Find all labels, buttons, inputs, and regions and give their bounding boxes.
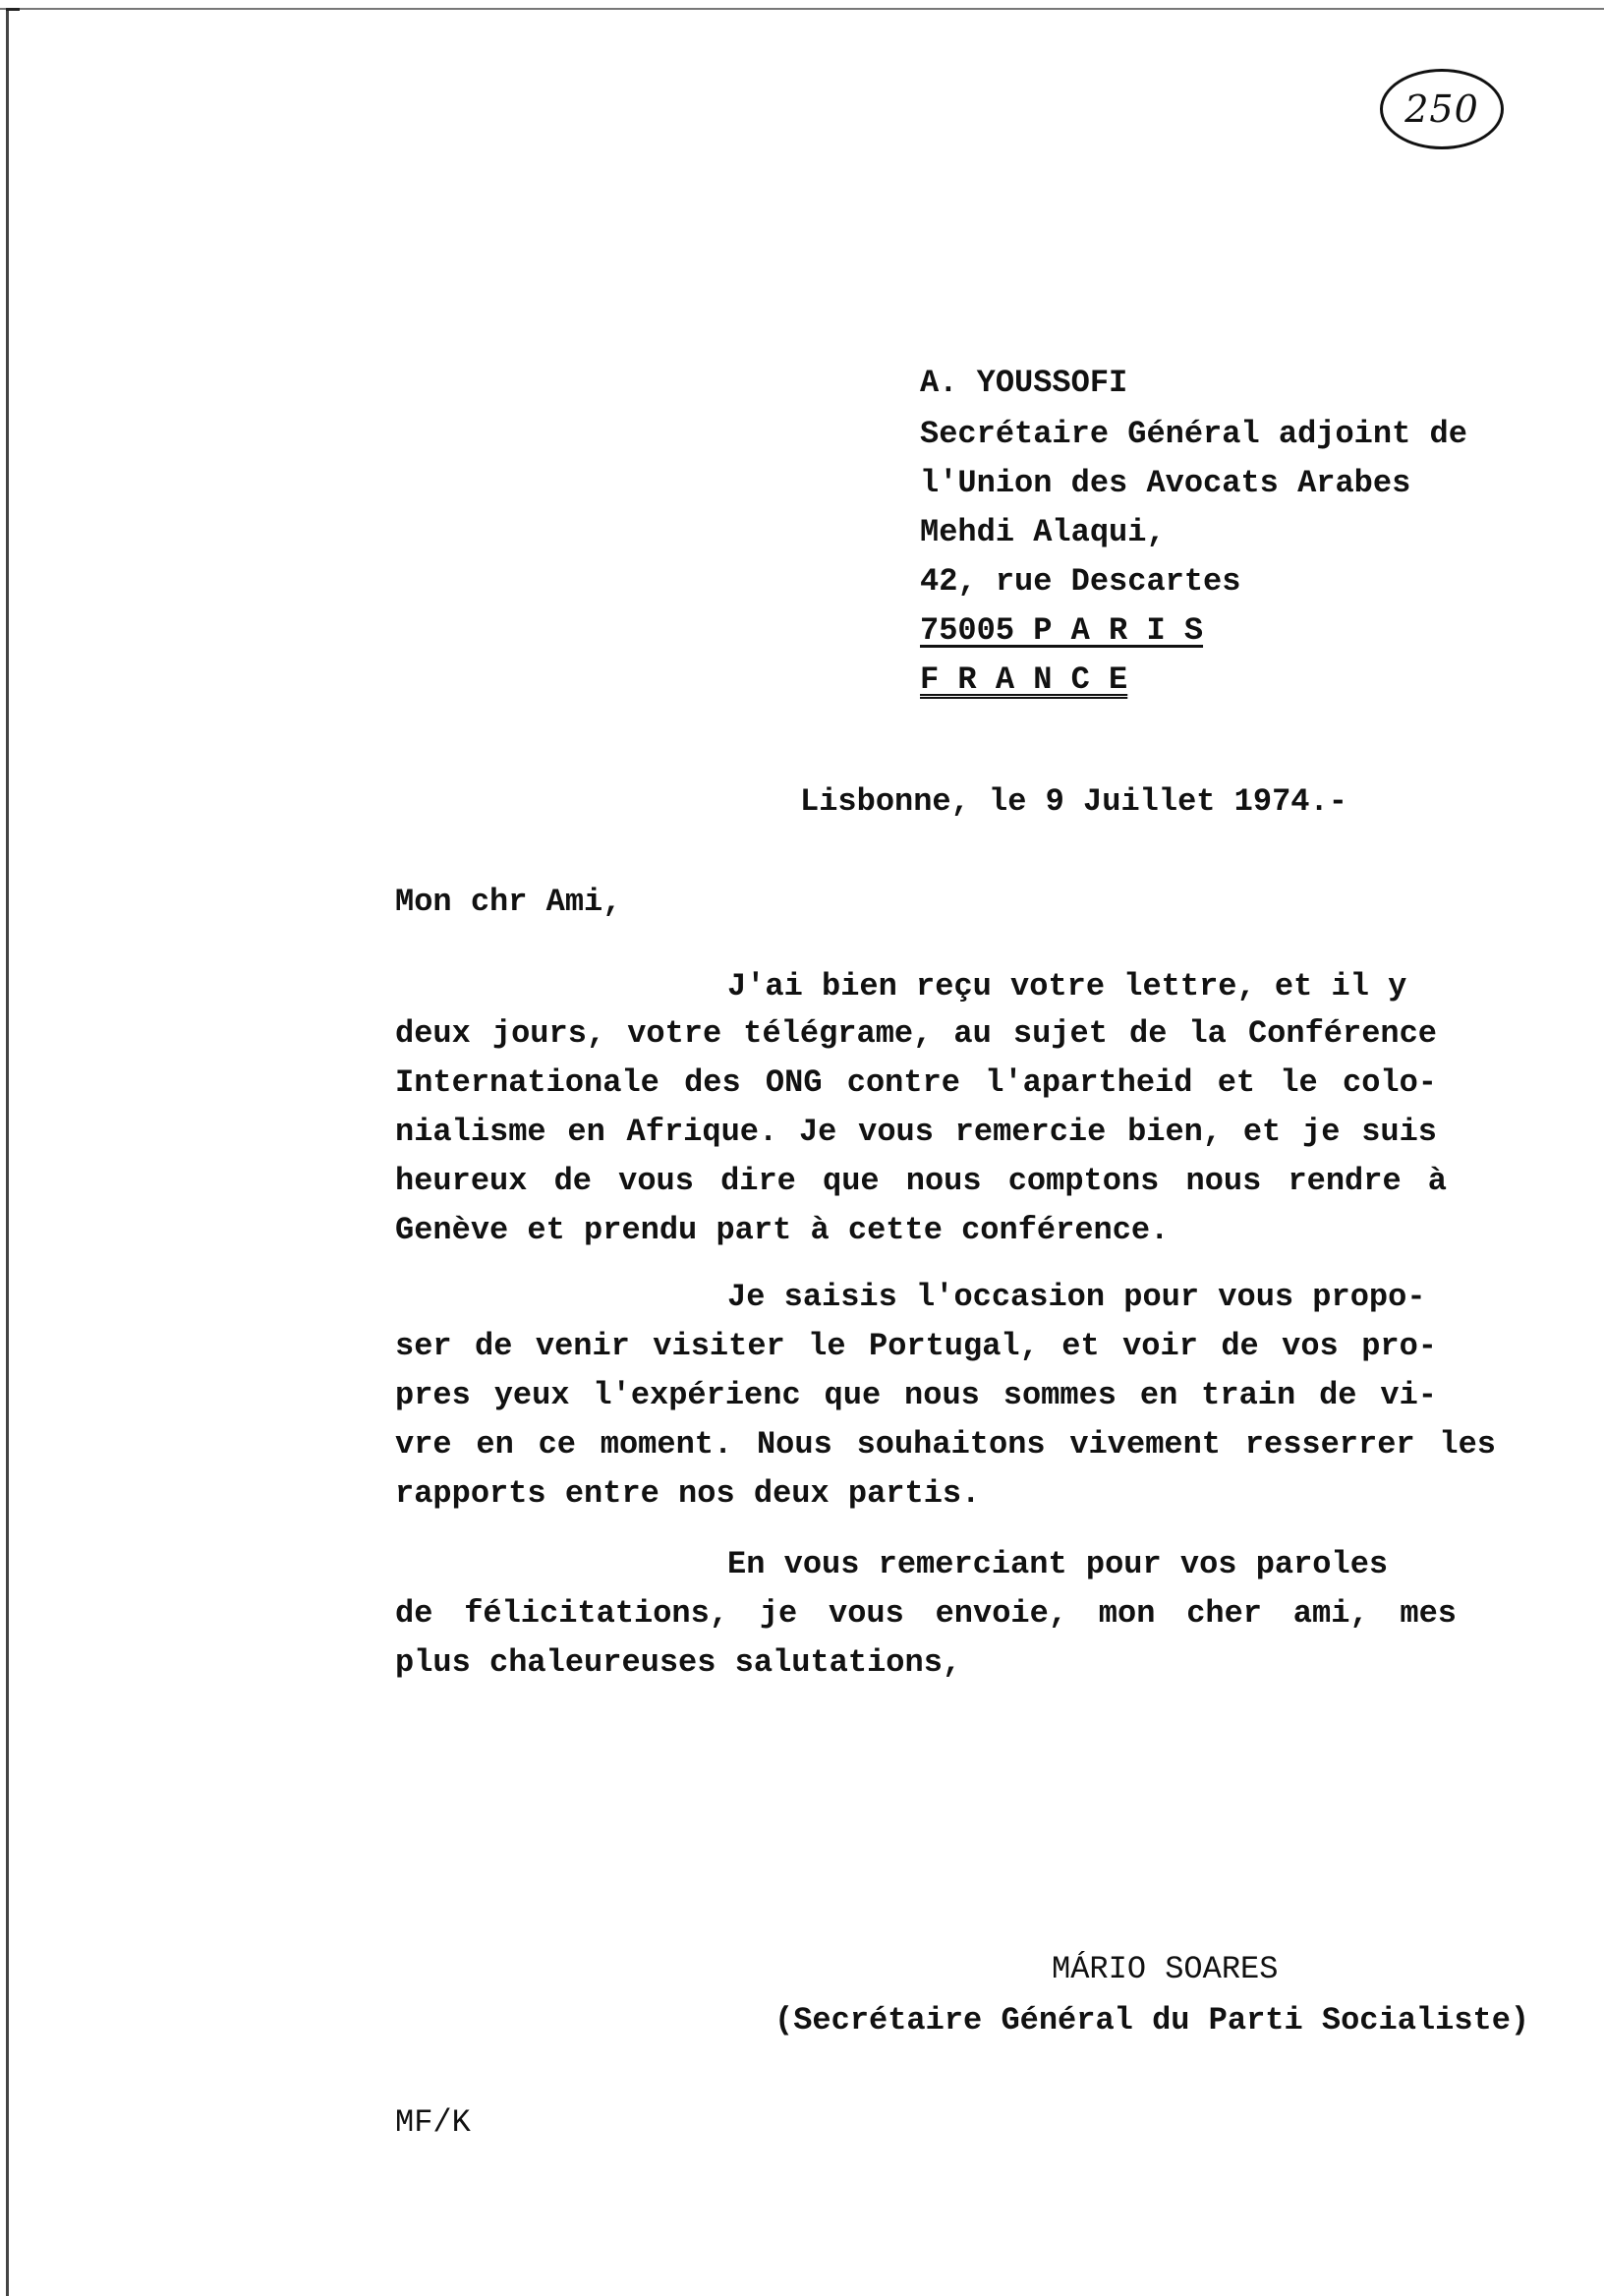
recipient-title-line-2: l'Union des Avocats Arabes xyxy=(920,465,1411,501)
salutation: Mon chr Ami, xyxy=(395,884,622,920)
paragraph-2-line-1: Je saisis l'occasion pour vous propo- xyxy=(727,1279,1426,1315)
scan-left-edge xyxy=(6,8,9,2296)
paragraph-3-line-2: de félicitations, je vous envoie, mon cher ami, mes xyxy=(395,1595,1457,1632)
paragraph-2-line-4: vre en ce moment. Nous souhaitons vivement resserrer les xyxy=(395,1426,1496,1463)
scan-corner-mark xyxy=(6,8,20,11)
paragraph-2-line-2: ser de venir visiter le Portugal, et voir de vos pro- xyxy=(395,1328,1437,1364)
recipient-name: A. YOUSSOFI xyxy=(920,365,1128,401)
page-number: 250 xyxy=(1380,69,1504,149)
recipient-title-line-1: Secrétaire Général adjoint de xyxy=(920,416,1467,452)
recipient-address-line-2: 42, rue Descartes xyxy=(920,563,1241,600)
paragraph-1-line-4: nialisme en Afrique. Je vous remercie bien, et je suis xyxy=(395,1114,1437,1150)
paragraph-1-line-3: Internationale des ONG contre l'apartheid et le colo- xyxy=(395,1064,1437,1101)
recipient-country: F R A N C E xyxy=(920,661,1128,698)
paragraph-1-line-5: heureux de vous dire que nous comptons nous rendre à xyxy=(395,1163,1447,1199)
paragraph-1-line-1: J'ai bien reçu votre lettre, et il y xyxy=(727,968,1407,1004)
signature-title: (Secrétaire Général du Parti Socialiste) xyxy=(774,2002,1530,2038)
paragraph-3-line-3: plus chaleureuses salutations, xyxy=(395,1644,962,1681)
paragraph-2-line-3: pres yeux l'expérienc que nous sommes en train de vi- xyxy=(395,1377,1437,1413)
recipient-city: 75005 P A R I S xyxy=(920,612,1204,649)
paragraph-3-line-1: En vous remerciant pour vos paroles xyxy=(727,1546,1389,1582)
recipient-address-line-1: Mehdi Alaqui, xyxy=(920,514,1166,550)
paragraph-2-line-5: rapports entre nos deux partis. xyxy=(395,1475,981,1512)
date-line: Lisbonne, le 9 Juillet 1974.- xyxy=(800,783,1347,820)
paragraph-1-line-6: Genève et prendu part à cette conférence. xyxy=(395,1212,1170,1248)
paragraph-1-line-2: deux jours, votre télégrame, au sujet de la Conférence xyxy=(395,1015,1437,1052)
reference-initials: MF/K xyxy=(395,2104,471,2141)
scan-top-edge xyxy=(0,8,1604,10)
signature-name: MÁRIO SOARES xyxy=(1052,1951,1279,1987)
